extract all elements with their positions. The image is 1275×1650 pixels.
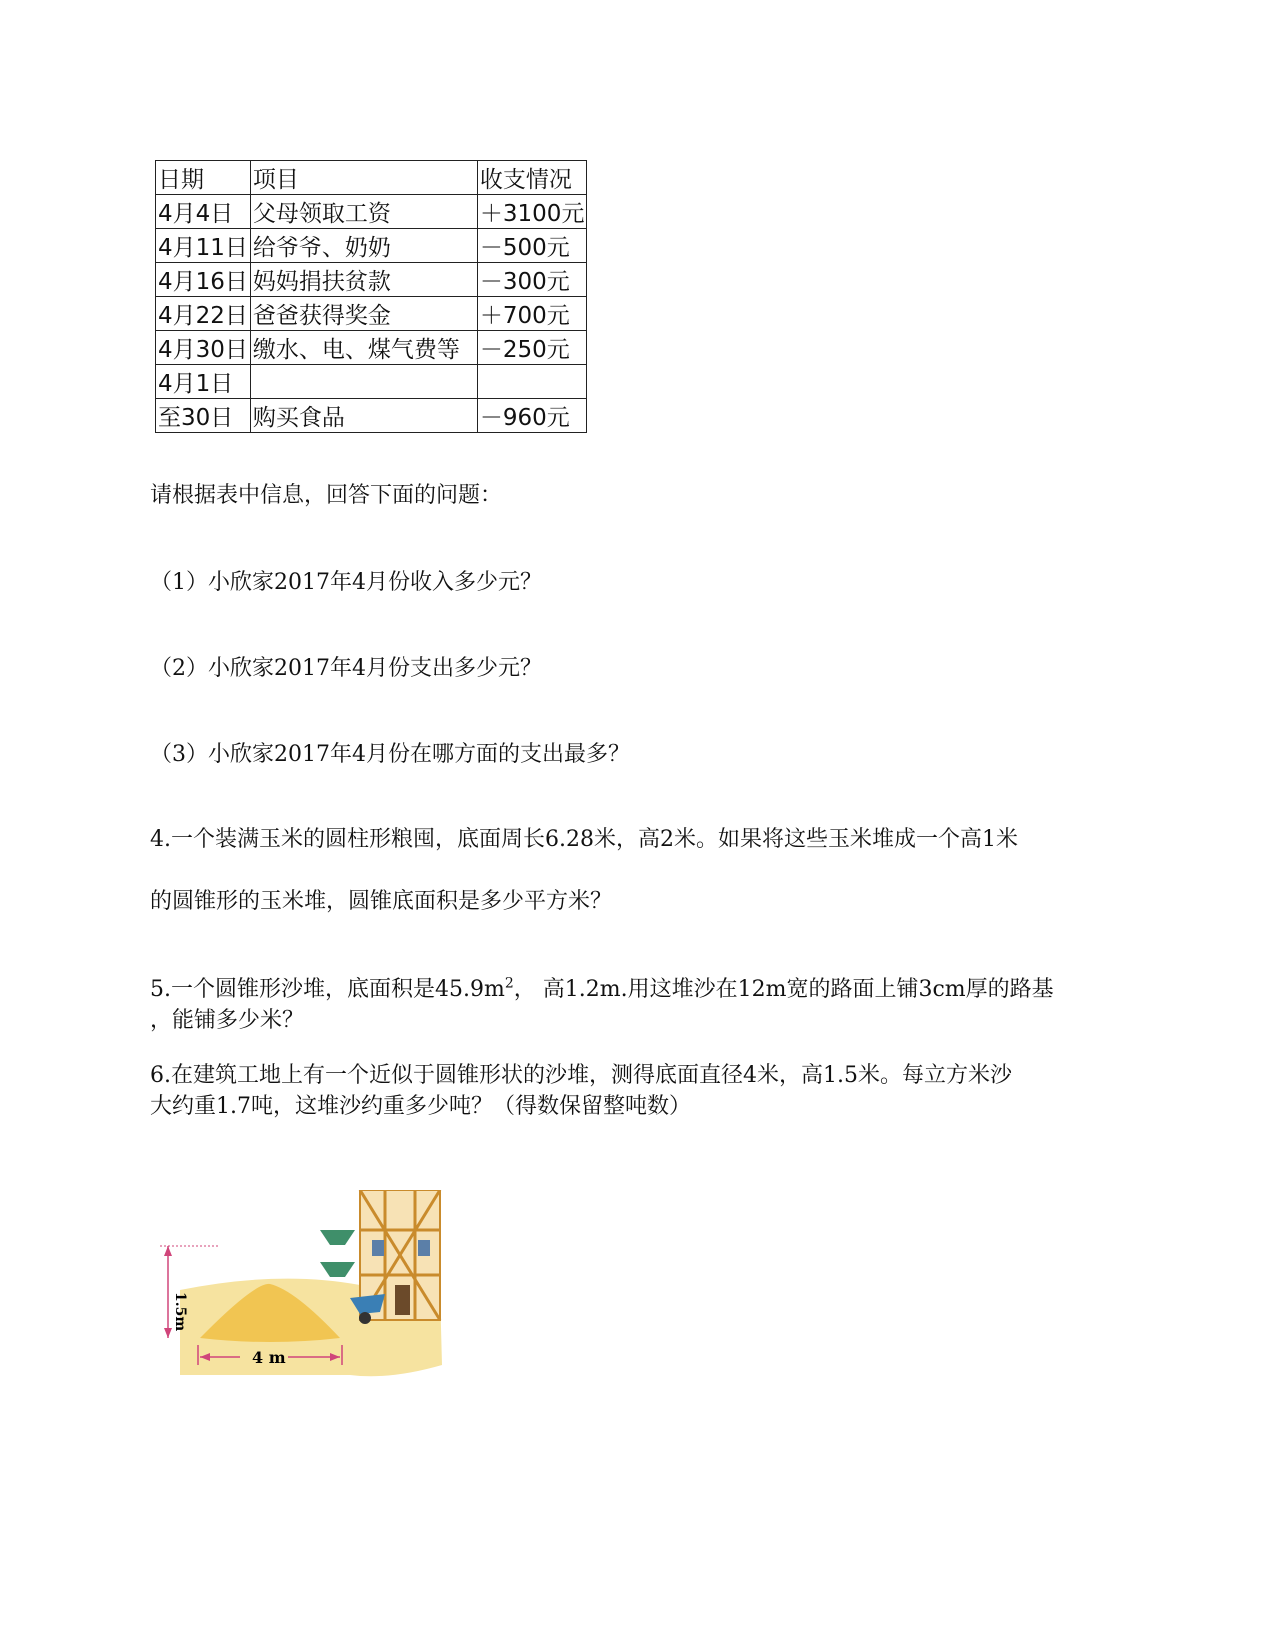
table-cell: 4月16日 [156,263,251,297]
table-row [156,331,587,365]
instruction-text: 请根据表中信息，回答下面的问题： [150,483,503,508]
table-cell: 4月11日 [156,229,251,263]
table-cell: ＋3100元 [477,195,587,229]
sub-question-1: （1）小欣家2017年4月份收入多少元？ [150,570,542,595]
income-expense-table [155,160,587,433]
table-cell [250,365,477,399]
table-cell [477,365,587,399]
table-cell: 4月4日 [156,195,251,229]
table-header-cell: 日期 [156,161,251,195]
question-5-line-2: ，能铺多少米？ [150,1008,305,1033]
table-cell: 爸爸获得奖金 [250,297,477,331]
sand-pile-figure [160,1190,465,1415]
table-cell: 父母领取工资 [250,195,477,229]
table-cell: 缴水、电、煤气费等 [250,331,477,365]
height-label: 1.5m [172,1292,188,1332]
table-cell: 4月30日 [156,331,251,365]
table-cell: 至30日 [156,399,251,433]
table-header-row [156,161,587,195]
table-cell: －300元 [477,263,587,297]
table-cell: 妈妈捐扶贫款 [250,263,477,297]
table-cell: 给爷爷、奶奶 [250,229,477,263]
question-6-line-1: 6.在建筑工地上有一个近似于圆锥形状的沙堆，测得底面直径4米，高1.5米。每立方米沙 [150,1063,1012,1088]
question-5-text-a: 5.一个圆锥形沙堆，底面积是45.9m [150,977,505,1002]
sub-question-2: （2）小欣家2017年4月份支出多少元？ [150,656,542,681]
diameter-label: 4 m [252,1348,286,1367]
question-4-line-1: 4.一个装满玉米的圆柱形粮囤，底面周长6.28米，高2米。如果将这些玉米堆成一个高1米 [150,827,1018,852]
question-5-line-1 [150,972,1054,1003]
table-cell: －250元 [477,331,587,365]
question-4-line-2: 的圆锥形的玉米堆，圆锥底面积是多少平方米？ [150,889,613,914]
table-cell: －960元 [477,399,587,433]
table-cell: ＋700元 [477,297,587,331]
table-cell: －500元 [477,229,587,263]
table-header-cell: 收支情况 [477,161,587,195]
table-row [156,399,587,433]
question-6-line-2: 大约重1.7吨，这堆沙约重多少吨？（得数保留整吨数） [150,1094,691,1119]
table-row [156,263,587,297]
question-5-text-b: ， 高1.2m.用这堆沙在12m宽的路面上铺3cm厚的路基 [513,977,1054,1002]
question-5-superscript: 2 [504,975,514,992]
table-header-cell: 项目 [250,161,477,195]
table-cell: 4月22日 [156,297,251,331]
table-row [156,195,587,229]
table-row [156,297,587,331]
table-row [156,229,587,263]
table-cell: 购买食品 [250,399,477,433]
table-row [156,365,587,399]
sub-question-3: （3）小欣家2017年4月份在哪方面的支出最多？ [150,742,630,767]
table-cell: 4月1日 [156,365,251,399]
